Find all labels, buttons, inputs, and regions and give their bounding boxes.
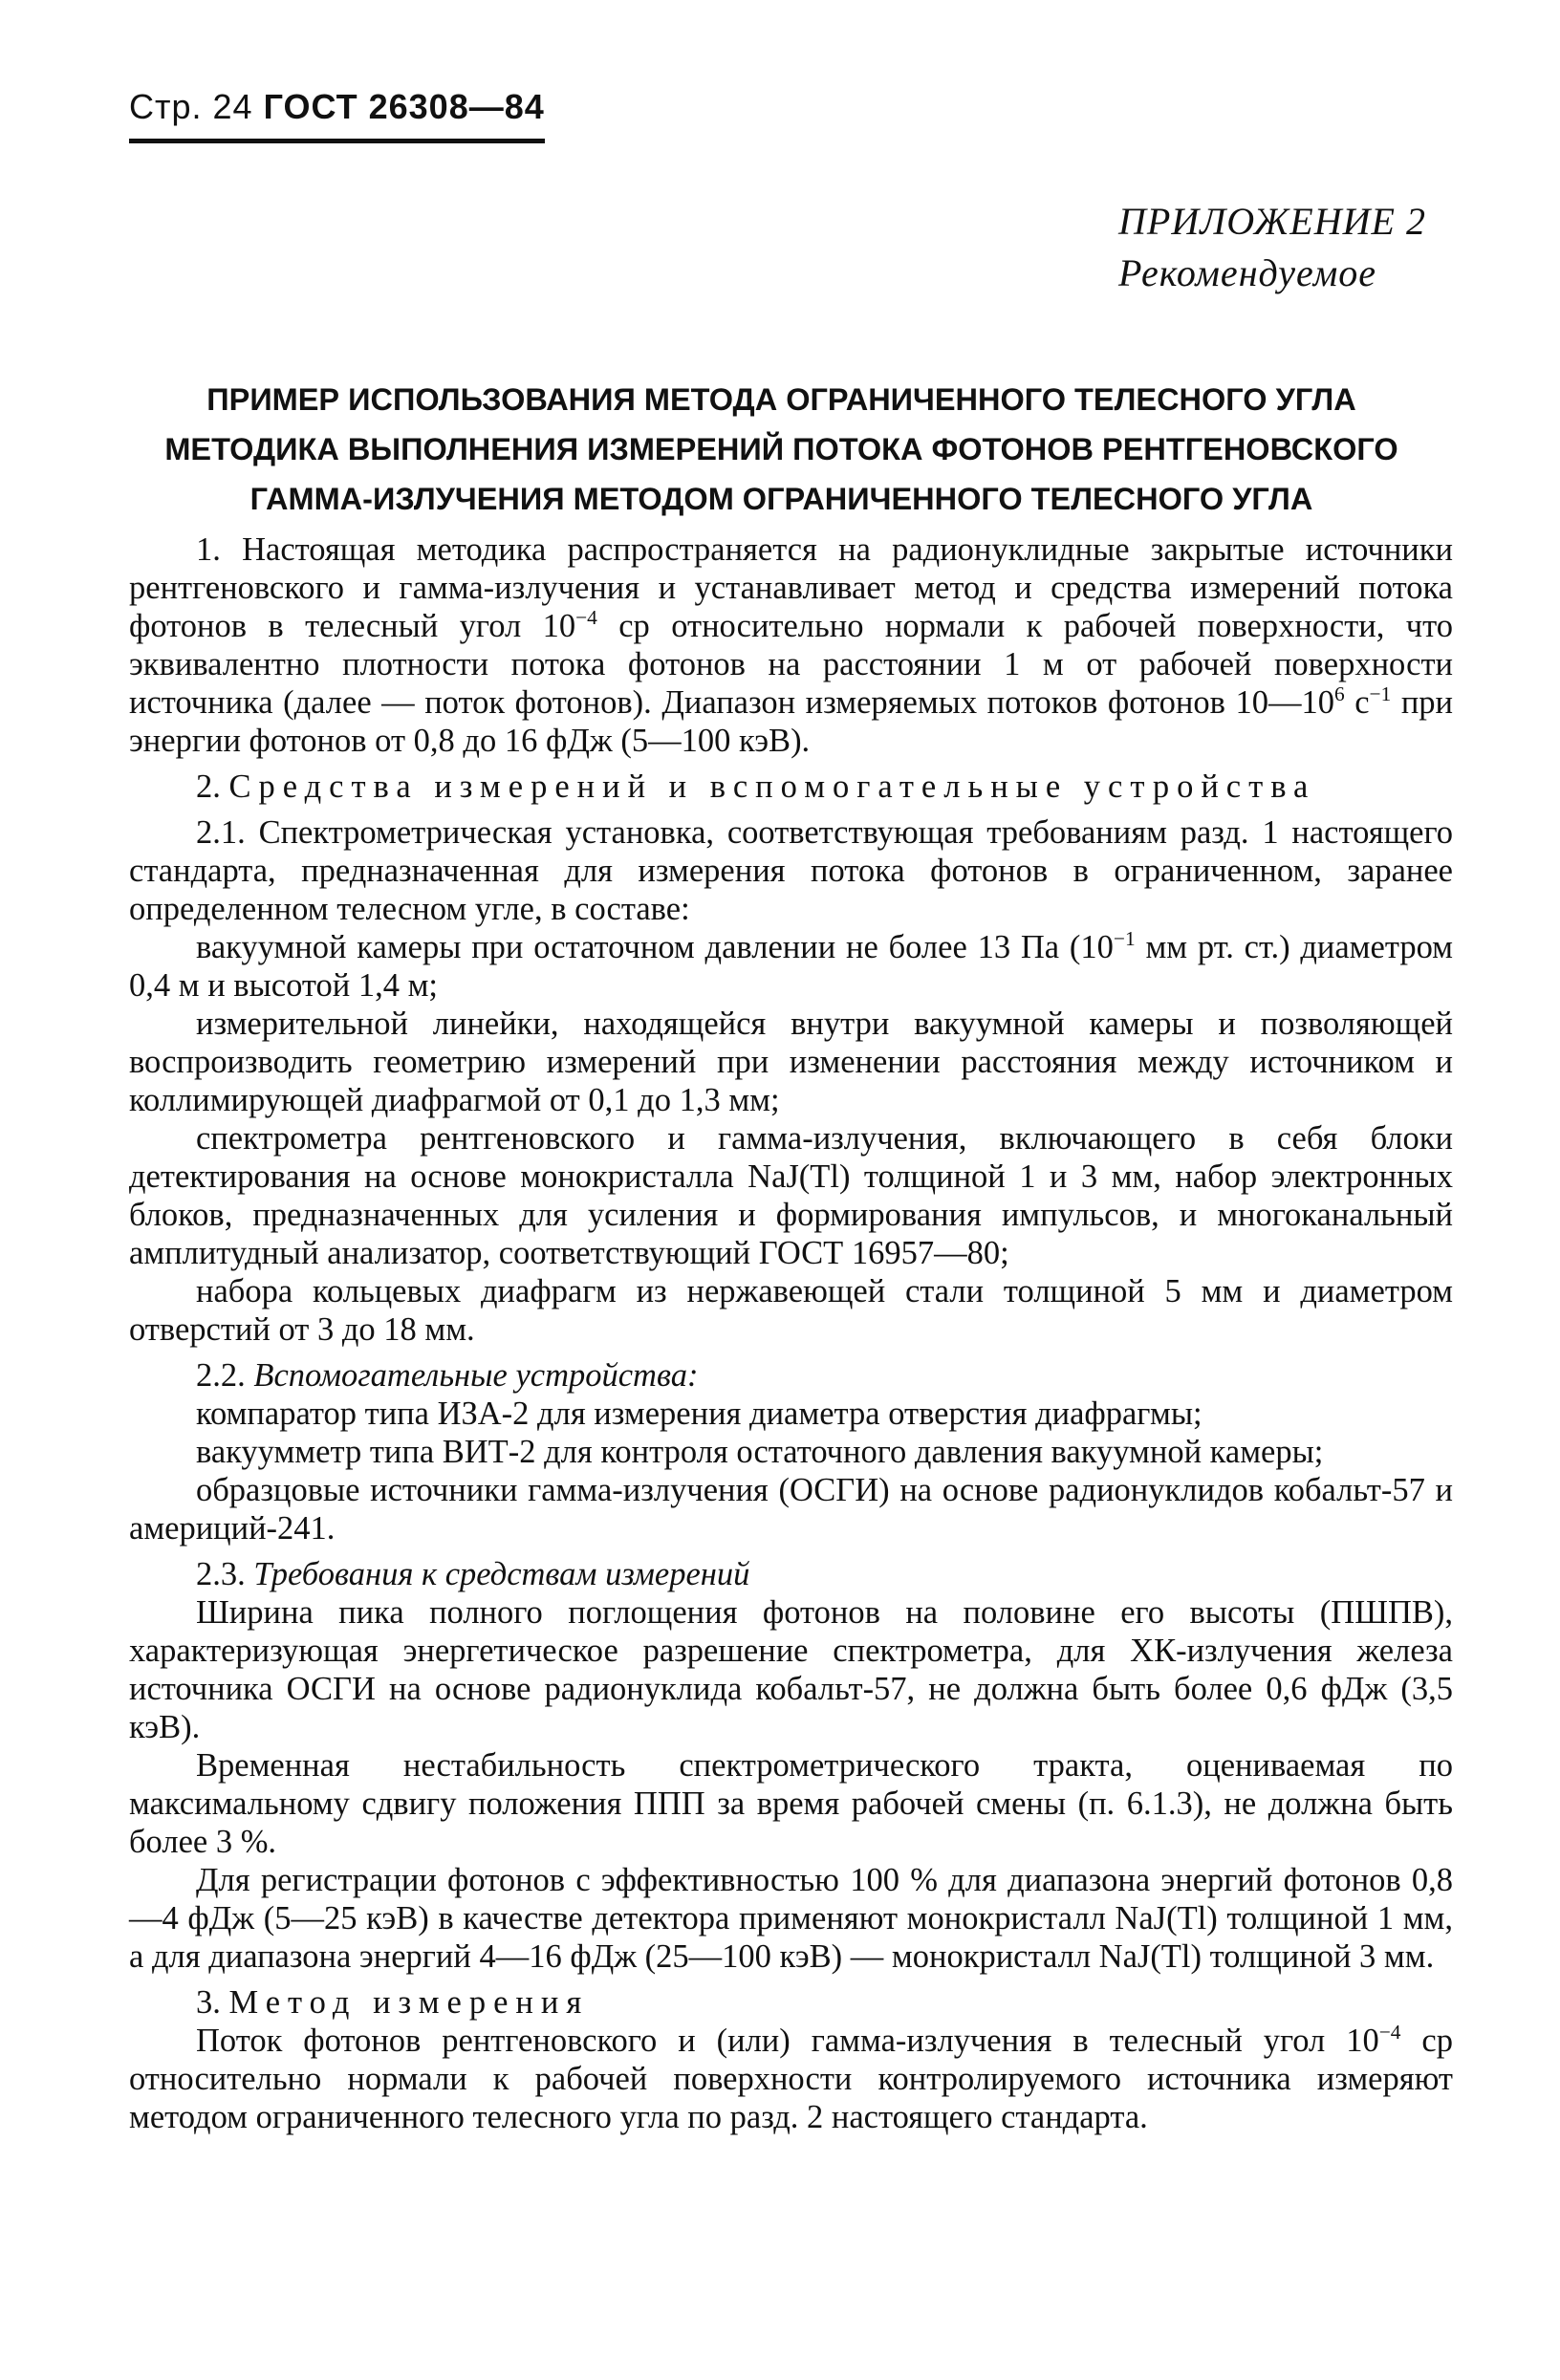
title-line: ПРИМЕР ИСПОЛЬЗОВАНИЯ МЕТОДА ОГРАНИЧЕННОГО ТЕЛЕСНОГО УГЛА xyxy=(206,382,1356,417)
paragraph-2-2-heading xyxy=(129,1356,1453,1395)
title-line: ГАММА-ИЗЛУЧЕНИЯ МЕТОДОМ ОГРАНИЧЕННОГО ТЕЛЕСНОГО УГЛА xyxy=(249,482,1313,516)
text-run: мм рт. ст.) диаметром 0,4 м и высотой 1,4 м; xyxy=(129,929,1454,1004)
exponent: 6 xyxy=(1333,682,1345,706)
header-rule xyxy=(129,139,545,143)
list-item-ruler: измерительной линейки, находящейся внутри вакуумной камеры и позволяющей воспроизводить геометрию измерений при изменении расстояния между источником и коллимирующей диафрагмой от 0,1 до 1,3 мм; xyxy=(129,1006,1453,1118)
exponent: −1 xyxy=(1113,927,1136,951)
document-body xyxy=(129,530,1453,2136)
aux-item-sources: образцовые источники гамма-излучения (ОСГИ) на основе радионуклидов кобальт-57 и америций-241. xyxy=(129,1472,1453,1547)
gost-number-label: ГОСТ 26308—84 xyxy=(263,87,545,126)
subsection-number: 2.3. xyxy=(196,1556,246,1592)
subsection-title: Требования к средствам измерений xyxy=(253,1556,750,1592)
page-header xyxy=(129,86,545,128)
requirement-detector: Для регистрации фотонов с эффективностью 100 % для диапазона энергий фотонов 0,8—4 фДж (5—25 кэВ) в качестве детектора применяют монокристалл NaJ(Tl) толщиной 1 мм, а для диапазона энергий 4—16 фДж (25—100 кэВ) — монокристалл NaJ(Tl) толщиной 3 мм. xyxy=(129,1862,1453,1975)
text-run: 1. Настоящая методика распространяется на радионуклидные закрытые источники рентгеновского и гамма-излучения и устанавливает метод и средства измерений потока фотонов в телесный угол 10 xyxy=(129,531,1453,644)
appendix-status: Рекомендуемое xyxy=(1118,251,1377,294)
paragraph-2-3-heading xyxy=(129,1555,1453,1593)
subsection-number: 2.2. xyxy=(196,1357,246,1394)
exponent: −4 xyxy=(575,606,597,630)
document-title xyxy=(143,375,1419,524)
text-run: Поток фотонов рентгеновского и (или) гамма-излучения в телесный угол 10 xyxy=(196,2023,1379,2059)
paragraph-3 xyxy=(129,2022,1453,2136)
text-run: с xyxy=(1344,684,1370,721)
exponent: −1 xyxy=(1369,682,1392,706)
text-run: ср относительно нормали к рабочей поверхности контролируемого источника измеряют методом ограниченного телесного угла по разд. 2 настоящего стандарта. xyxy=(129,2023,1453,2135)
aux-item-comparator: компаратор типа ИЗА-2 для измерения диаметра отверстия диафрагмы; xyxy=(196,1396,1202,1432)
appendix-block xyxy=(1118,196,1426,299)
section-heading-text: Средства измерений и вспомогательные устройства xyxy=(228,768,1316,805)
section-2-heading xyxy=(129,768,1453,806)
section-number: 2. xyxy=(196,768,221,805)
text-run: вакуумной камеры при остаточном давлении не более 13 Па (10 xyxy=(196,929,1114,965)
section-number: 3. xyxy=(196,1984,221,2021)
section-heading-text: Метод измерения xyxy=(228,1984,590,2021)
list-item-vacuum-chamber xyxy=(129,928,1453,1005)
page-number-label: Стр. 24 xyxy=(129,87,253,126)
list-item-spectrometer: спектрометра рентгеновского и гамма-излучения, включающего в себя блоки детектирования на основе монокристалла NaJ(Tl) толщиной 1 и 3 мм, набор электронных блоков, предназначенных для усиления и формирования импульсов, и многоканальный амплитудный анализатор, соответствующий ГОСТ 16957—80; xyxy=(129,1120,1453,1271)
title-line: МЕТОДИКА ВЫПОЛНЕНИЯ ИЗМЕРЕНИЙ ПОТОКА ФОТОНОВ РЕНТГЕНОВСКОГО xyxy=(164,432,1398,466)
appendix-title: ПРИЛОЖЕНИЕ 2 xyxy=(1118,200,1426,243)
section-3-heading xyxy=(129,1983,1453,2022)
subsection-title: Вспомогательные устройства: xyxy=(253,1357,699,1394)
paragraph-1 xyxy=(129,530,1453,760)
text-run: при энергии фотонов от 0,8 до 16 фДж (5—100 кэВ). xyxy=(129,684,1453,759)
exponent: −4 xyxy=(1378,2021,1401,2045)
text-run: ср относительно нормали к рабочей поверхности, что эквивалентно плотности потока фотонов на расстоянии 1 м от рабочей поверхности источника (далее — поток фотонов). Диапазон измеряемых потоков фотонов 10—10 xyxy=(129,608,1453,721)
requirement-stability: Временная нестабильность спектрометрического тракта, оцениваемая по максимальному сдвигу положения ППП за время рабочей смены (п. 6.1.3), не должна быть более 3 %. xyxy=(129,1747,1453,1860)
paragraph-2-1: 2.1. Спектрометрическая установка, соответствующая требованиям разд. 1 настоящего стандарта, предназначенная для измерения потока фотонов в ограниченном, заранее определенном телесном угле, в составе: xyxy=(129,814,1453,927)
aux-item-vacuum-gauge: вакуумметр типа ВИТ-2 для контроля остаточного давления вакуумной камеры; xyxy=(196,1434,1324,1470)
requirement-resolution: Ширина пика полного поглощения фотонов на половине его высоты (ПШПВ), характеризующая энергетическое разрешение спектрометра, для ХК-излучения железа источника ОСГИ на основе радионуклида кобальт-57, не должна быть более 0,6 фДж (3,5 кэВ). xyxy=(129,1594,1453,1745)
list-item-diaphragms: набора кольцевых диафрагм из нержавеющей стали толщиной 5 мм и диаметром отверстий от 3 до 18 мм. xyxy=(129,1273,1453,1348)
